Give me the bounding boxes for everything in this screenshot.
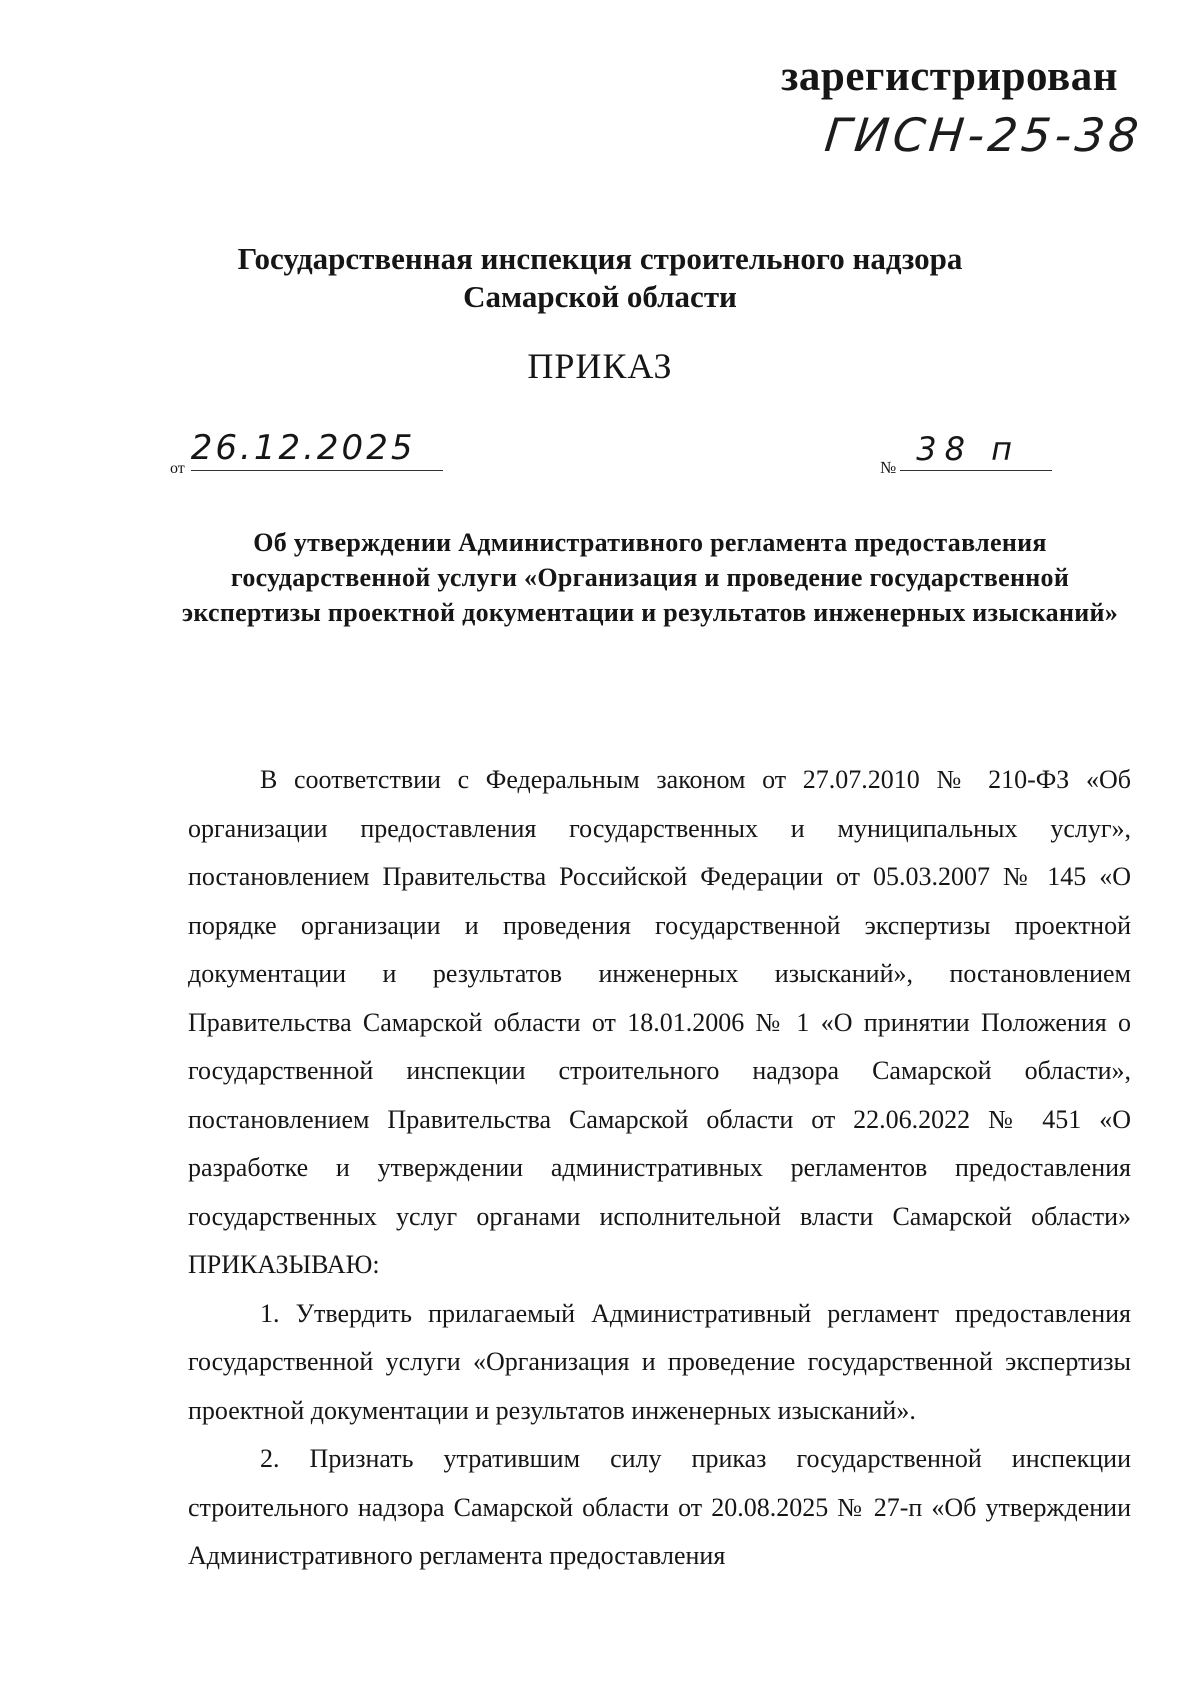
document-title: Об утверждении Административного регламента предоставления государственной услуги «Организация и проведение государственной экспертизы проектной документации и результатов инженерных изысканий»	[181, 528, 1119, 627]
body-paragraph-preamble: В соответствии с Федеральным законом от 27.07.2010 № 210-ФЗ «Об организации предоставления государственных и муниципальных услуг», постановлением Правительства Российской Федерации от 05.03.2007 № 145 «О порядке организации и проведения государственной экспертизы проектной документации и результатов инженерных изысканий», постановлением Правительства Самарской области от 18.01.2006 № 1 «О принятии Положения о государственной инспекции строительного надзора Самарской области», постановлением Правительства Самарской области от 22.06.2022 № 451 «О разработке и утверждении административных регламентов предоставления государственных услуг органами исполнительной власти Самарской области» ПРИКАЗЫВАЮ:	[188, 765, 1131, 1279]
number-field	[880, 432, 1052, 478]
date-value-handwritten: 26.12.2025	[190, 428, 416, 468]
number-value-handwritten: 38 п	[916, 430, 1021, 468]
number-prefix: №	[880, 458, 897, 477]
handwritten-registration-code: ГИСН-25-38	[822, 108, 1145, 162]
date-field	[170, 428, 443, 478]
document-type: ПРИКАЗ	[527, 346, 673, 386]
organization-name-line-1: Государственная инспекция строительного надзора	[237, 241, 963, 276]
organization-name	[0, 240, 1200, 316]
organization-name-line-2: Самарской области	[463, 279, 737, 314]
body-paragraph-item-1: 1. Утвердить прилагаемый Административный регламент предоставления государственной услуги «Организация и проведение государственной экспертизы проектной документации и результатов инженерных изысканий».	[188, 1298, 1131, 1425]
body-paragraph-item-2: 2. Признать утратившим силу приказ государственной инспекции строительного надзора Самарской области от 20.08.2025 № 27-п «Об утверждении Административного регламента предоставления	[188, 1444, 1131, 1570]
registration-stamp: зарегистрирован	[781, 53, 1118, 100]
number-underline	[900, 430, 1052, 471]
document-body	[188, 756, 1131, 1581]
date-prefix: от	[170, 460, 185, 477]
date-underline	[191, 430, 443, 471]
